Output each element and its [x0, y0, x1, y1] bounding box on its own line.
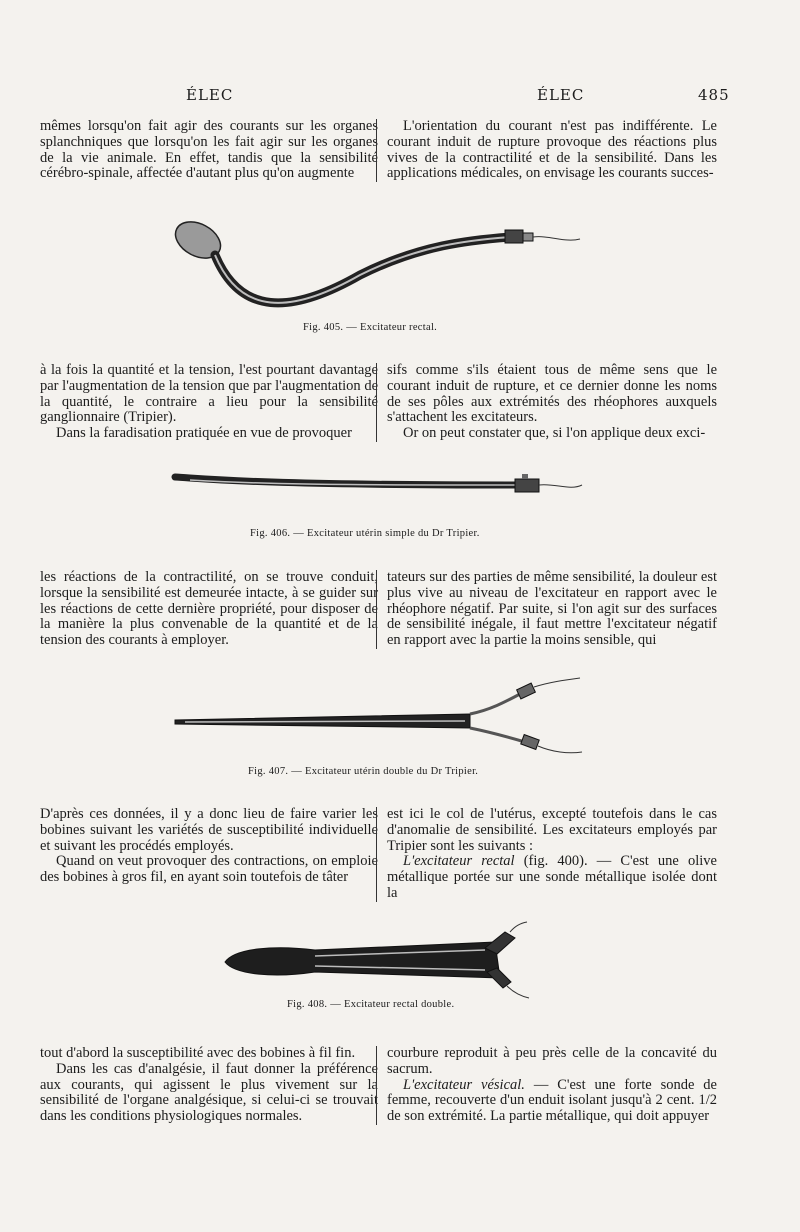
- paragraph: mêmes lorsqu'on fait agir des courants sur les organes splanchniques que lorsqu'on les fait agir sur les organes de la vie animale. En effet, tandis que la sensibilité cérébro-spinale, affectée d'autant plus qu'on augmente: [40, 118, 378, 182]
- block4-left-column: [40, 807, 378, 886]
- block2-right-column: [376, 363, 717, 442]
- paragraph: sifs comme s'ils étaient tous de même sens que le courant induit de rupture, et ce dernier donne les noms de ses pôles aux extrémités des rhéophores auxquels s'attachent les excitateurs.: [387, 362, 717, 426]
- paragraph: D'après ces données, il y a donc lieu de faire varier les bobines suivant les variétés de susceptibilité individuelle et suivant les procédés employés.: [40, 806, 378, 854]
- term-vesical-exciter: L'excitateur vésical.: [403, 1076, 525, 1093]
- block3-left-column: [40, 570, 378, 649]
- paragraph: est ici le col de l'utérus, excepté toutefois dans le cas d'anomalie de sensibilité. Les excitateurs employés par Tripier sont les suivants :: [387, 806, 717, 854]
- paragraph: L'orientation du courant n'est pas indifférente. Le courant induit de rupture provoque des réactions plus vives de la contractilité et de la sensibilité. Dans les applications médicales, on envisage les courants succes-: [387, 118, 717, 182]
- paragraph: Dans les cas d'analgésie, il faut donner la préférence aux courants, qui agissent le plus vivement sur la sensibilité de l'organe analgésique, si celui-ci se trouvait dans les conditions physiologiques normales.: [40, 1060, 378, 1125]
- term-rectal-exciter: L'excitateur rectal: [403, 853, 515, 870]
- page-number: 485: [698, 86, 730, 104]
- uterine-exciter-double-illustration: [175, 678, 582, 753]
- paragraph-rest: (fig. 400). — C'est une olive métallique portée sur une sonde métallique isolée dont la: [387, 853, 717, 901]
- block3-right-column: [376, 570, 717, 649]
- paragraph: [387, 854, 717, 901]
- paragraph: [387, 1078, 717, 1125]
- figure-405-caption: Fig. 405. — Excitateur rectal.: [303, 322, 438, 333]
- paragraph: à la fois la quantité et la tension, l'est pourtant davantage par l'augmentation de la tension que par l'augmentation de la quantité, le contraire a lieu pour la sensibilité ganglionnaire (Tripier).: [40, 362, 378, 426]
- figure-407-caption: Fig. 407. — Excitateur utérin double du Dr Tripier.: [248, 766, 479, 777]
- figure-408-caption: Fig. 408. — Excitateur rectal double.: [287, 999, 455, 1010]
- paragraph: tateurs sur des parties de même sensibilité, la douleur est plus vive au niveau de l'excitateur en rapport avec le rhéophore négatif. Par suite, si l'on agit sur des surfaces de sensibilité inégale, il faut mettre l'excitateur négatif en rapport avec la partie la moins sensible, qui: [387, 569, 717, 649]
- block4-right-column: [376, 807, 717, 902]
- figure-408-double-rectal-exciter: [215, 920, 535, 1000]
- paragraph: Or on peut constater que, si l'on applique deux exci-: [403, 425, 706, 442]
- paragraph: courbure reproduit à peu près celle de la concavité du sacrum.: [387, 1045, 717, 1077]
- running-head-left: ÉLEC: [186, 86, 234, 104]
- figure-406-caption: Fig. 406. — Excitateur utérin simple du Dr Tripier.: [250, 528, 480, 539]
- paragraph: les réactions de la contractilité, on se trouve conduit, lorsque la sensibilité est demeurée intacte, à se guider sur les réactions de cette dernière propriété, pour disposer de la manière la plus convenable de la quantité et de la tension des courants à employer.: [40, 569, 378, 649]
- running-head-center: ÉLEC: [537, 86, 585, 104]
- uterine-exciter-simple-illustration: [175, 474, 582, 492]
- figure-406-uterine-exciter-simple: [170, 465, 590, 517]
- figure-407-uterine-exciter-double: [170, 672, 590, 762]
- paragraph: tout d'abord la susceptibilité avec des bobines à fil fin.: [40, 1045, 356, 1061]
- figure-405-rectal-exciter: [170, 205, 590, 323]
- paragraph: Quand on veut provoquer des contractions, on emploie des bobines à gros fil, en ayant soin toutefois de tâter: [40, 853, 378, 886]
- block1-right-column: [376, 119, 717, 182]
- block5-left-column: [40, 1046, 378, 1125]
- rectal-exciter-illustration: [170, 215, 580, 303]
- paragraph-rest: — C'est une forte sonde de femme, recouverte d'un enduit isolant jusqu'à 2 cent. 1/2 de son extrémité. La partie métallique, qui doit appuyer: [387, 1076, 717, 1125]
- block5-right-column: [376, 1046, 717, 1125]
- double-rectal-exciter-illustration: [225, 922, 529, 998]
- block1-left-column: [40, 119, 378, 182]
- block2-left-column: [40, 363, 378, 442]
- paragraph: Dans la faradisation pratiquée en vue de provoquer: [56, 425, 352, 442]
